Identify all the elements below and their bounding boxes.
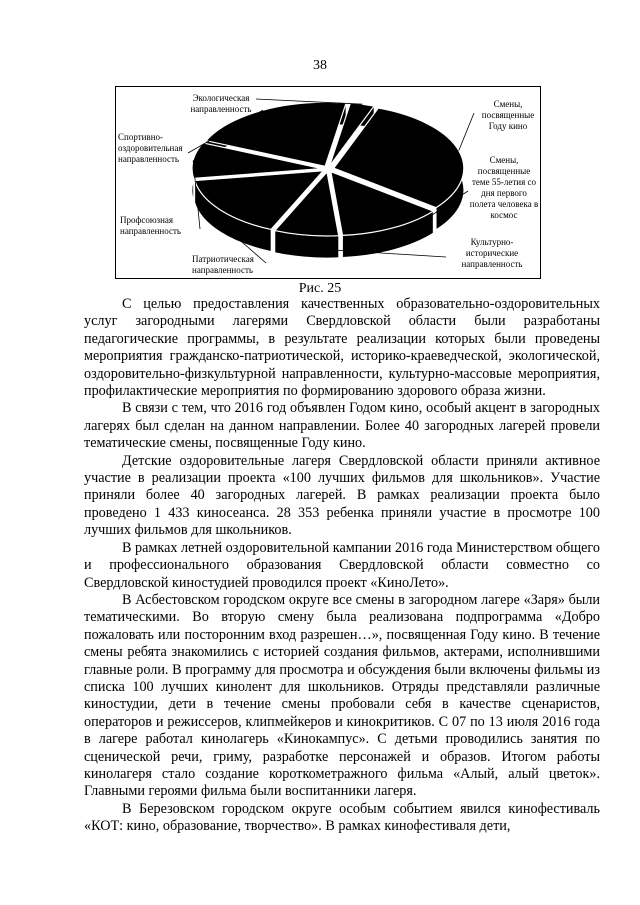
label-ecological: Экологическая направленность — [190, 93, 252, 114]
paragraph-5: В Асбестовском городском округе все смены в загородном лагере «Заря» были тематическими. Во вторую смену была реализована подпрограмма «Добро пожаловать или посторонним вход разрешен…», посвященная Году кино. В течение смены ребята знакомились с историей создания фильмов, актерами, исполнившими главные роли. В программу для просмотра и обсуждения были включены фильмы из списка 100 лучших кинолент для школьников. Отряды представляли различные киностудии, дети в течение смены пробовали себя в качестве сценаристов, операторов и режиссеров, клипмейкеров и кинокритиков. С 07 по 13 июля 2016 года в лагере работал кинолагерь «Кинокампус». С детьми проводились занятия по сценической речи, гриму, разработке персонажей и образов. Итогом работы кинолагеря стало создание короткометражного фильма «Алый, алый цветок». Главными героями фильма были воспитанники лагеря. — [84, 591, 600, 800]
paragraph-2: В связи с тем, что 2016 год объявлен Годом кино, особый акцент в загородных лагерях был сделан на данном направлении. Более 40 загородных лагерей провели тематические смены, посвященные Году кино. — [84, 400, 600, 452]
paragraph-1: С целью предоставления качественных образовательно-оздоровительных услуг загородными лагерями Свердловской области были разработаны педагогические программы, в результате реализации которых были проведены мероприятия гражданско-патриотической, историко-краеведческой, экологической, оздоровительно-физкультурной направленности, культурно-массовые мероприятия, профилактические мероприятия по формированию здорового образа жизни. — [84, 296, 600, 400]
leader-line — [459, 113, 474, 151]
label-cultural: Культурно-исторические направленность — [461, 237, 523, 269]
page-number: 38 — [313, 58, 327, 73]
label-sports: Спортивно-оздоровительная направленность — [118, 132, 183, 164]
pie-tops — [192, 102, 464, 236]
label-cinema: Смены, посвященные Году кино — [481, 99, 535, 131]
label-space: Смены, посвященные теме 55-летия со дня первого полета человека в космос — [469, 155, 539, 220]
label-patriotic: Патриотическая направленность — [192, 254, 254, 275]
paragraph-4: В рамках летней оздоровительной кампании 2016 года Министерством общего и профессионального образования Свердловской области совместно со Свердловской киностудией проводился проект «КиноЛето». — [84, 539, 600, 591]
pie-chart — [115, 86, 541, 279]
paragraph-3: Детские оздоровительные лагеря Свердловской области приняли активное участие в реализации проекта «100 лучших фильмов для школьников». Участие приняли более 40 загородных лагерей. В рамках реализации проекта было проведено 1 433 киносеанса. 28 353 ребенка приняли участие в просмотре 100 лучших фильмов для школьников. — [84, 452, 600, 539]
label-trade-union: Профсоюзная направленность — [120, 215, 182, 236]
body-text — [84, 296, 600, 836]
figure-caption: Рис. 25 — [298, 281, 342, 296]
paragraph-6: В Березовском городском округе особым событием явился кинофестиваль «КОТ: кино, образование, творчество». В рамках кинофестиваля дети, — [84, 800, 600, 835]
